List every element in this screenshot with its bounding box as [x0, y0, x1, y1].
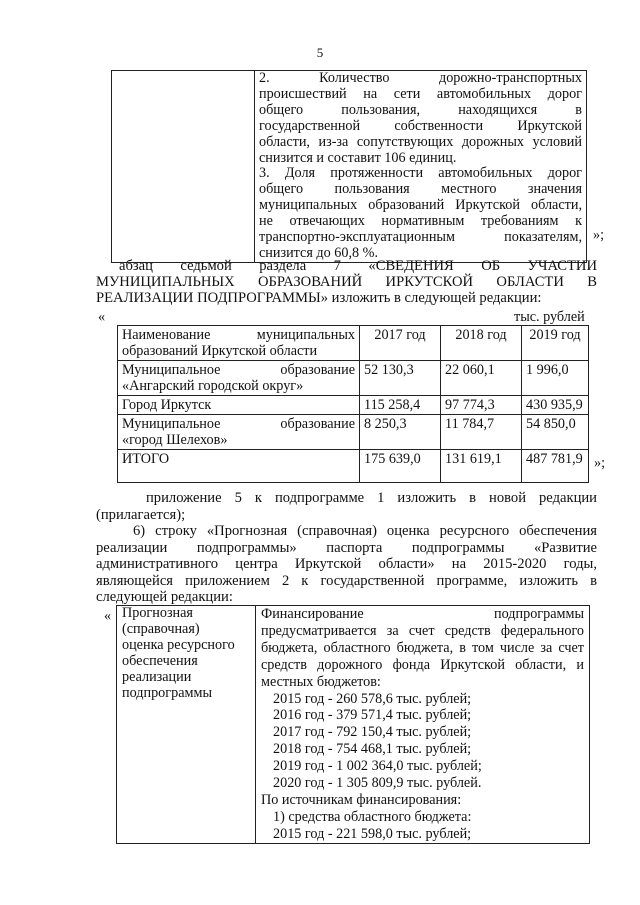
year-line: 2019 год - 1 002 364,0 тыс. рублей; — [273, 758, 482, 775]
text-line: Финансирование подпрограммы — [261, 606, 584, 622]
text-line: муниципальных образований Иркутской области, — [259, 197, 582, 214]
opening-quote-mark: « — [104, 608, 112, 624]
paragraph-line: 6) строку «Прогнозная (справочная) оценка ресурсного обеспечения — [133, 523, 597, 539]
closing-quote-mark: »; — [593, 227, 605, 243]
value-2019: 430 935,9 — [522, 396, 589, 415]
label-line: оценка ресурсного — [122, 636, 235, 653]
table-header-row — [118, 326, 589, 361]
table-row — [118, 396, 589, 415]
year-line: 2015 год - 221 598,0 тыс. рублей; — [273, 825, 472, 842]
value-2018: 22 060,1 — [441, 361, 522, 396]
empty-cell — [112, 71, 255, 263]
row-name-cell — [118, 415, 360, 450]
text-line: государственной собственности Иркутской — [259, 117, 582, 134]
year-line: 2020 год - 1 305 809,9 тыс. рублей. — [273, 775, 482, 792]
row-name-line: «город Шелехов» — [122, 432, 228, 448]
value-2018: 97 774,3 — [441, 396, 522, 415]
text-line: 3. Доля протяженности автомобильных дорог — [259, 165, 582, 182]
text-line: средств дорожного фонда Иркутской области, и — [261, 656, 584, 673]
opening-quote-mark: « — [98, 309, 106, 325]
value-2019: 54 850,0 — [522, 415, 589, 450]
value-2019: 1 996,0 — [522, 361, 589, 396]
text-line: общего пользования местного значения — [259, 181, 582, 198]
label-line: (справочная) — [122, 620, 200, 637]
text-line: снизится и составит 106 единиц. — [259, 149, 457, 166]
closing-quote-mark: »; — [594, 455, 606, 471]
label-line: Прогнозная — [122, 605, 193, 621]
text-line: предусматривается за счет средств федерального — [261, 622, 584, 639]
table-row — [118, 415, 589, 450]
municipal-funding-table — [117, 325, 589, 483]
row-name-cell — [118, 361, 360, 396]
header-2019: 2019 год — [522, 326, 589, 361]
source-line: 1) средства областного бюджета: — [273, 808, 472, 825]
label-line: реализации — [122, 668, 192, 685]
forecast-content-cell — [256, 606, 590, 844]
row-name-line: Муниципальное образование — [122, 362, 355, 378]
row-name-cell: Город Иркутск — [118, 396, 360, 415]
paragraph-line: реализации подпрограммы» паспорта подпрограммы «Развитие — [96, 540, 597, 556]
year-line: 2018 год - 754 468,1 тыс. рублей; — [273, 741, 472, 758]
total-label: ИТОГО — [118, 450, 360, 483]
paragraph-line: МУНИЦИПАЛЬНЫХ ОБРАЗОВАНИЙ ИРКУТСКОЙ ОБЛАСТИ В — [96, 274, 597, 290]
paragraph-line: административного центра Иркутской области» на 2015-2020 годы, — [96, 556, 597, 572]
text-line: не отвечающих нормативным требованиям к — [259, 213, 582, 230]
value-2017: 8 250,3 — [360, 415, 441, 450]
header-name-line: Наименование муниципальных — [122, 327, 355, 343]
table-total-row — [118, 450, 589, 483]
forecast-resource-table — [116, 605, 590, 844]
text-line: области, из-за сопутствующих дорожных условий — [259, 133, 582, 150]
total-2018: 131 619,1 — [441, 450, 522, 483]
table-row — [118, 361, 589, 396]
indicators-cell — [255, 71, 587, 263]
text-line: 2. Количество дорожно-транспортных — [259, 70, 582, 86]
label-line: подпрограммы — [122, 684, 212, 701]
paragraph-line: являющейся приложением 2 к государственной программе, изложить в — [96, 573, 597, 589]
paragraph-line: приложение 5 к подпрограмме 1 изложить в новой редакции — [146, 490, 597, 506]
value-2017: 115 258,4 — [360, 396, 441, 415]
header-name-cell — [118, 326, 360, 361]
year-line: 2017 год - 792 150,4 тыс. рублей; — [273, 724, 472, 741]
total-2019: 487 781,9 — [522, 450, 589, 483]
label-line: обеспечения — [122, 652, 198, 669]
text-line: местных бюджетов: — [261, 673, 381, 690]
header-2018: 2018 год — [441, 326, 522, 361]
forecast-label-cell — [117, 606, 256, 844]
row-name-line: Муниципальное образование — [122, 416, 355, 432]
text-line: транспортно-эксплуатационным показателям, — [259, 229, 582, 246]
year-line: 2015 год - 260 578,6 тыс. рублей; — [273, 690, 472, 707]
paragraph-line: абзац седьмой раздела 7 «СВЕДЕНИЯ ОБ УЧАСТИИ — [119, 258, 597, 274]
sources-heading: По источникам финансирования: — [261, 791, 462, 808]
total-2017: 175 639,0 — [360, 450, 441, 483]
page-number: 5 — [316, 45, 324, 60]
header-name-line: образований Иркутской области — [122, 343, 318, 359]
year-line: 2016 год - 379 571,4 тыс. рублей; — [273, 707, 472, 724]
text-line: бюджета, областного бюджета, в том числе за счет — [261, 639, 584, 656]
text-line: снизится до 60,8 %. — [259, 244, 379, 261]
header-2017: 2017 год — [360, 326, 441, 361]
paragraph-line: следующей редакции: — [96, 589, 233, 605]
text-line: общего пользования, находящихся в — [259, 101, 582, 118]
indicators-table — [111, 70, 587, 263]
row-name-line: «Ангарский городской округ» — [122, 378, 304, 394]
value-2017: 52 130,3 — [360, 361, 441, 396]
text-line: происшествий на сети автомобильных дорог — [259, 85, 582, 102]
value-2018: 11 784,7 — [441, 415, 522, 450]
paragraph-line: (прилагается); — [96, 507, 186, 523]
paragraph-line: РЕАЛИЗАЦИИ ПОДПРОГРАММЫ» изложить в следующей редакции: — [96, 290, 542, 306]
unit-label: тыс. рублей — [514, 309, 585, 325]
